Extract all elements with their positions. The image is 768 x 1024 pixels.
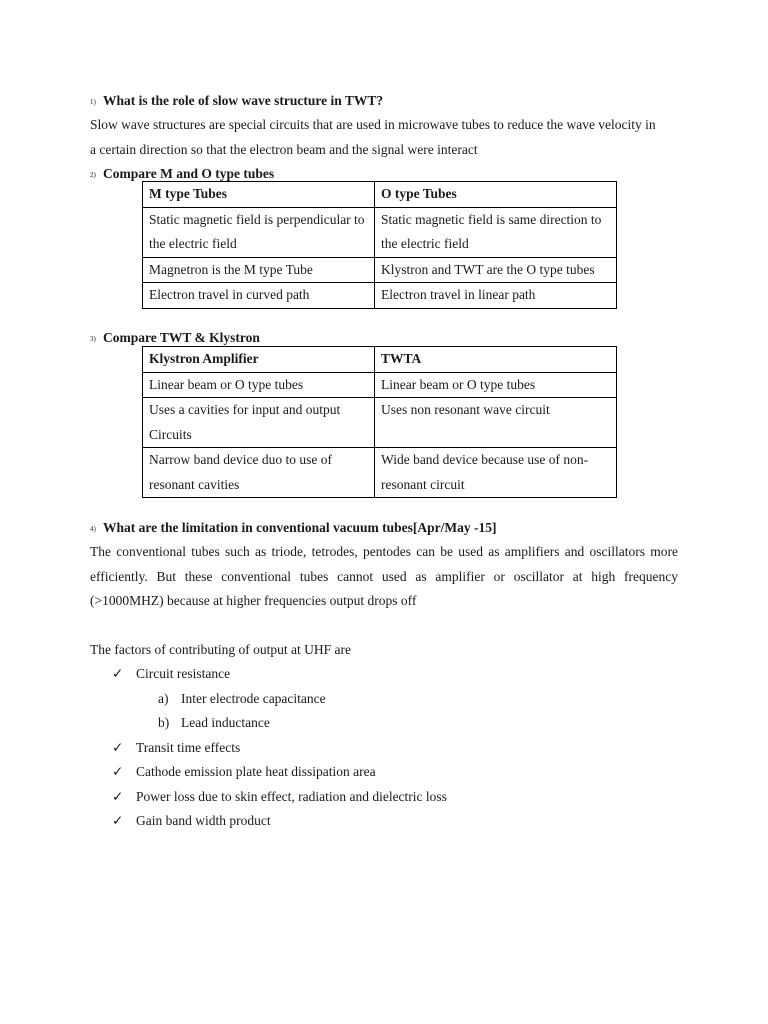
checkmark-icon: ✓: [112, 666, 124, 681]
checkmark-icon: ✓: [112, 740, 124, 755]
question-number: 3): [90, 334, 96, 343]
table-row: [143, 372, 617, 398]
answer-line: Slow wave structures are special circuits that are used in microwave tubes to reduce the wave velocity in: [90, 117, 656, 132]
table-cell: Narrow band device duo to use of resonant cavities: [143, 448, 375, 498]
question-number: 2): [90, 170, 96, 179]
sub-factor-label: a): [158, 691, 169, 706]
table-cell: Wide band device because use of non-resonant circuit: [375, 448, 617, 498]
answer-4-paragraph: The conventional tubes such as triode, tetrodes, pentodes can be used as amplifiers and oscillators more efficiently. But these conventional tubes cannot used as amplifier or oscillator at high frequency (>1000MHZ) because at higher frequencies output drops off: [90, 544, 678, 608]
answer-1: [90, 113, 678, 162]
factor-item: [112, 764, 376, 780]
question-4-heading: [90, 520, 497, 536]
table-row: [143, 398, 617, 448]
table-cell: Uses non resonant wave circuit: [375, 398, 617, 448]
table-header-cell: O type Tubes: [375, 182, 617, 208]
comparison-table-m-o: [142, 181, 617, 309]
table-row: [143, 257, 617, 283]
table-header-cell: Klystron Amplifier: [143, 347, 375, 373]
question-number: 4): [90, 524, 96, 533]
question-text: What are the limitation in conventional vacuum tubes[Apr/May -15]: [103, 520, 497, 535]
table-cell: Magnetron is the M type Tube: [143, 257, 375, 283]
table-cell: Klystron and TWT are the O type tubes: [375, 257, 617, 283]
checkmark-icon: ✓: [112, 764, 124, 779]
sub-factor-item: [158, 715, 270, 731]
sub-factor-item: [158, 691, 326, 707]
factor-item: [112, 813, 271, 829]
question-number: 1): [90, 97, 96, 106]
table-header-row: [143, 347, 617, 373]
checkmark-icon: ✓: [112, 789, 124, 804]
factor-item: [112, 740, 240, 756]
table-cell: Linear beam or O type tubes: [375, 372, 617, 398]
question-text: Compare TWT & Klystron: [103, 330, 260, 345]
factors-intro: The factors of contributing of output at UHF are: [90, 642, 351, 657]
question-text: What is the role of slow wave structure in TWT?: [103, 93, 384, 108]
question-3-heading: [90, 330, 260, 346]
question-1-heading: [90, 93, 383, 109]
factor-item: [112, 789, 447, 805]
answer-line: a certain direction so that the electron beam and the signal were interact: [90, 141, 478, 157]
table-header-row: [143, 182, 617, 208]
table-header-cell: M type Tubes: [143, 182, 375, 208]
table-cell: Electron travel in curved path: [143, 283, 375, 309]
factor-text: Cathode emission plate heat dissipation area: [136, 764, 376, 779]
factor-text: Gain band width product: [136, 813, 271, 828]
table-row: [143, 207, 617, 257]
table-row: [143, 283, 617, 309]
table-cell: Static magnetic field is perpendicular to the electric field: [143, 207, 375, 257]
factor-text: Transit time effects: [136, 740, 241, 755]
table-header-cell: TWTA: [375, 347, 617, 373]
factor-item: [112, 666, 230, 682]
sub-factor-text: Inter electrode capacitance: [181, 691, 326, 706]
question-2-heading: [90, 166, 274, 182]
sub-factor-label: b): [158, 715, 170, 730]
table-cell: Uses a cavities for input and output Circuits: [143, 398, 375, 448]
sub-factor-text: Lead inductance: [181, 715, 270, 730]
checkmark-icon: ✓: [112, 813, 124, 828]
table-cell: Static magnetic field is same direction to the electric field: [375, 207, 617, 257]
table-cell: Electron travel in linear path: [375, 283, 617, 309]
comparison-table-twt-klystron: [142, 346, 617, 498]
question-text: Compare M and O type tubes: [103, 166, 275, 181]
table-cell: Linear beam or O type tubes: [143, 372, 375, 398]
factor-text: Circuit resistance: [136, 666, 231, 681]
table-row: [143, 448, 617, 498]
factor-text: Power loss due to skin effect, radiation and dielectric loss: [136, 789, 447, 804]
